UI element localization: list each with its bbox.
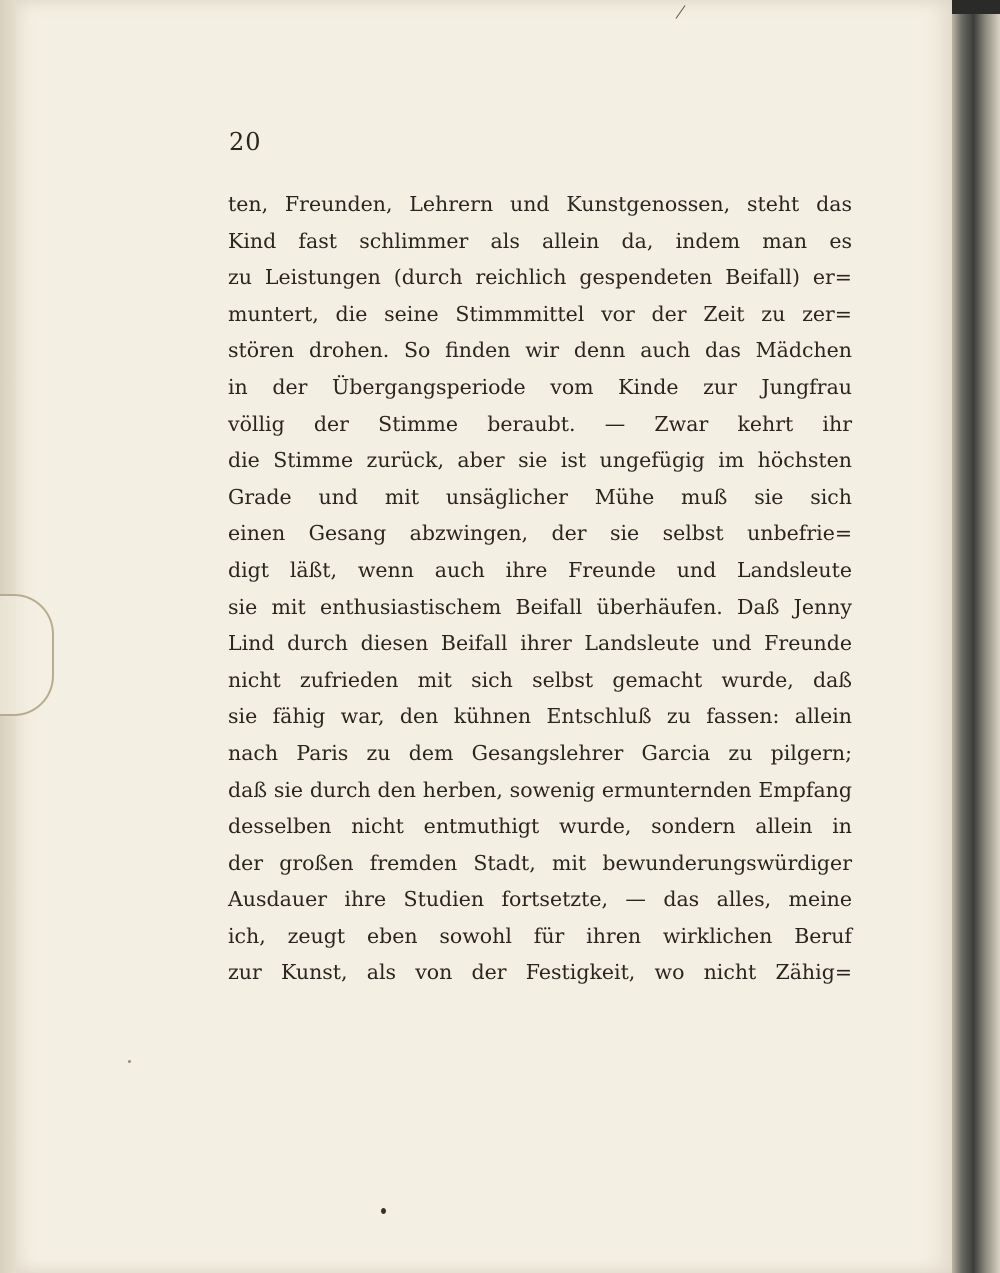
text-line: nach Paris zu dem Gesangslehrer Garcia zu pilgern;	[228, 740, 852, 765]
text-line: sie mit enthusiastischem Beifall überhäufen. Daß Jenny	[228, 594, 852, 619]
page-tab-outline	[0, 594, 54, 716]
scan-corner	[952, 0, 1000, 14]
text-line: zu Leistungen (durch reichlich gespendeten Beifall) er=	[228, 265, 852, 290]
text-line: völlig der Stimme beraubt. — Zwar kehrt ihr	[228, 411, 852, 436]
page-number: 20	[229, 128, 262, 156]
text-line: in der Übergangsperiode vom Kinde zur Jungfrau	[228, 374, 852, 399]
text-line: einen Gesang abzwingen, der sie selbst unbefrie=	[228, 521, 852, 546]
text-line: sie fähig war, den kühnen Entschluß zu fassen: allein	[228, 704, 852, 729]
text-line: die Stimme zurück, aber sie ist ungefügig im höchsten	[228, 448, 852, 473]
text-line: desselben nicht entmuthigt wurde, sondern allein in	[228, 814, 852, 839]
text-line: ten, Freunden, Lehrern und Kunstgenossen, steht das	[228, 192, 852, 216]
text-line: muntert, die seine Stimmmittel vor der Zeit zu zer=	[228, 301, 852, 326]
text-line: der großen fremden Stadt, mit bewunderungswürdiger	[228, 850, 852, 875]
text-line: Kind fast schlimmer als allein da, indem man es	[228, 228, 852, 253]
text-line: Ausdauer ihre Studien fortsetzte, — das alles, meine	[228, 887, 852, 912]
body-text	[228, 186, 852, 991]
text-line: stören drohen. So finden wir denn auch das Mädchen	[228, 338, 852, 363]
text-line: Lind durch diesen Beifall ihrer Landsleute und Freunde	[228, 631, 852, 656]
ink-speck	[128, 1060, 131, 1063]
text-line: Grade und mit unsäglicher Mühe muß sie sich	[228, 484, 852, 509]
text-line: digt läßt, wenn auch ihre Freunde und Landsleute	[228, 557, 852, 582]
text-line: nicht zufrieden mit sich selbst gemacht wurde, daß	[228, 667, 852, 692]
ink-speck	[381, 1208, 386, 1214]
binding-shadow	[952, 0, 1000, 1273]
text-line: daß sie durch den herben, sowenig ermunternden Empfang	[228, 777, 852, 802]
text-line: zur Kunst, als von der Festigkeit, wo nicht Zähig=	[228, 960, 852, 985]
text-line: ich, zeugt eben sowohl für ihren wirklichen Beruf	[228, 923, 852, 948]
